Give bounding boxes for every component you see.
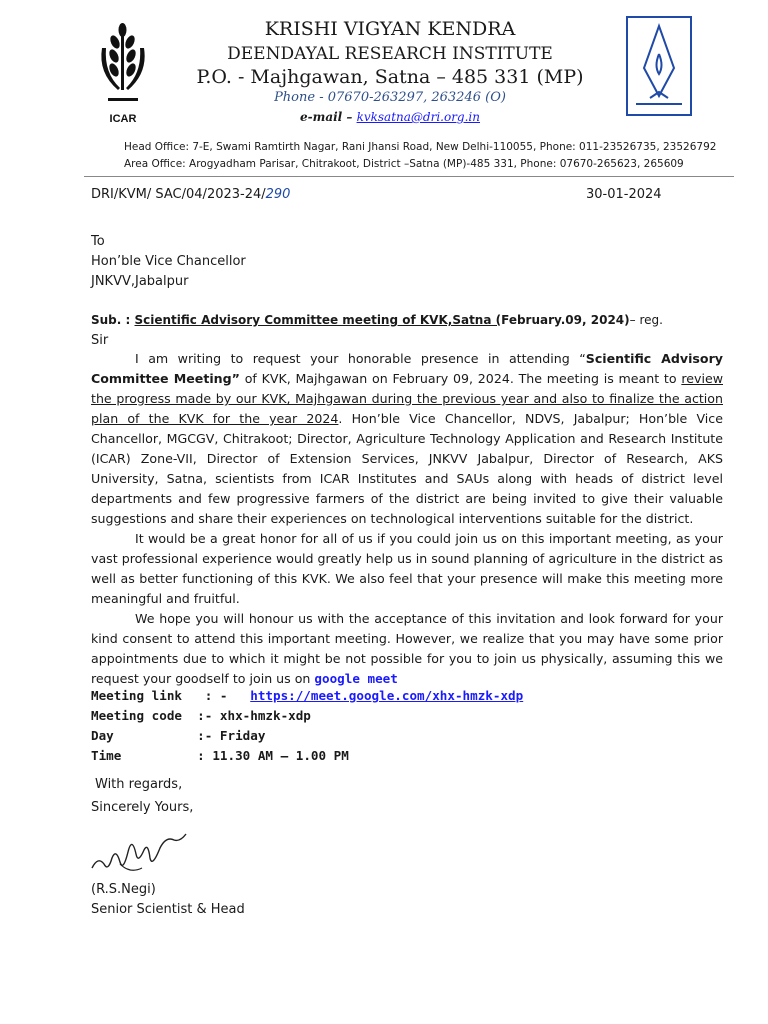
meeting-link-label: Meeting link : -: [91, 688, 251, 703]
closing-regards: With regards,: [95, 777, 183, 792]
p1-intro: I am writing to request your honorable presence in attending “: [135, 351, 586, 366]
meeting-code: xhx-hmzk-xdp: [219, 708, 311, 723]
letter-date: 30-01-2024: [586, 187, 662, 202]
subject-line: [91, 313, 663, 327]
icar-logo-text: ICAR: [109, 113, 137, 125]
p1-meeting-name: Scientific Advisory Committee Meeting”: [91, 351, 723, 386]
area-office: Area Office: Arogyadham Parisar, Chitrakoot, District –Satna (MP)-485 331, Phone: 07670-265623, 265609: [124, 158, 684, 170]
icar-logo: [84, 18, 164, 128]
reference-number: [91, 187, 290, 202]
org-name: KRISHI VIGYAN KENDRA: [264, 18, 516, 40]
meeting-day-row: [91, 728, 265, 743]
institute-name: DEENDAYAL RESEARCH INSTITUTE: [227, 44, 553, 64]
subject-date: February.09, 2024): [501, 313, 630, 327]
meeting-link[interactable]: https://meet.google.com/xhx-hmzk-xdp: [250, 688, 524, 703]
time-label: Time :: [91, 748, 213, 763]
salutation: Sir: [91, 333, 109, 348]
paragraph-2: [91, 529, 723, 609]
ref-number: 290: [265, 187, 291, 202]
signatory-name: (R.S.Negi): [91, 882, 156, 897]
ref-prefix: DRI/KVM/ SAC/04/2023-24/: [91, 187, 266, 202]
p2-text: It would be a great honor for all of us if you could join us on this important meeting, as your vast professional experience would greatly help us in sound planning of agriculture in the district as well as better functioning of this KVK. We also feel that your presence will make this meeting more meaningful and fruitful.: [91, 531, 723, 606]
paragraph-1: [91, 349, 723, 529]
meeting-time: 11.30 AM – 1.00 PM: [212, 748, 349, 763]
email-label: e-mail –: [300, 110, 357, 124]
email-link[interactable]: kvksatna@dri.org.in: [356, 110, 480, 124]
paragraph-3: [91, 609, 723, 689]
kvk-logo: [626, 16, 692, 116]
signatory-designation: Senior Scientist & Head: [91, 902, 245, 917]
org-phone: Phone - 07670-263297, 263246 (O): [274, 90, 506, 105]
letterhead-divider: [84, 176, 734, 177]
meeting-code-row: [91, 708, 311, 723]
recipient-title: Hon’ble Vice Chancellor: [91, 254, 246, 269]
meeting-day: Friday: [219, 728, 266, 743]
subject-tail: – reg.: [629, 313, 663, 327]
to-label: To: [91, 234, 105, 249]
subject-label: Sub. :: [91, 313, 135, 327]
p1-invitees: . Hon’ble Vice Chancellor, NDVS, Jabalpur; Hon’ble Vice Chancellor, MGCGV, Chitrakoot; Director, Agriculture Technology Application and Research Institute (ICAR) Zone-VII, Director of Extension Services, JNKVV Jabalpur, Director of Research, AKS University, Satna, scientists from ICAR Institutes and SAUs along with heads of district level departments and few progressive farmers of the district are being invited to give their valuable suggestions and share their experiences on technological interventions suitable for the district.: [91, 411, 723, 526]
meeting-time-row: [91, 748, 349, 763]
p1-purpose: review the progress made by our KVK, Majhgawan during the previous year and also to finalize the action plan of the KVK for the year 2024: [91, 371, 723, 426]
google-meet-label: google meet: [314, 671, 398, 686]
subject-text: Scientific Advisory Committee meeting of KVK,Satna (: [134, 313, 502, 327]
head-office: Head Office: 7-E, Swami Ramtirth Nagar, Rani Jhansi Road, New Delhi-110055, Phone: 011-23526735, 23526792: [124, 141, 717, 153]
signature: [90, 828, 190, 880]
meeting-code-label: Meeting code :-: [91, 708, 220, 723]
day-label: Day :-: [91, 728, 220, 743]
p3-text: We hope you will honour us with the acceptance of this invitation and look forward for your kind consent to attend this important meeting. However, we realize that you may have some prior appointments due to which it might be not possible for you to join us physically, assuming this we request your goodself to join us on: [91, 611, 723, 686]
p1-mid: of KVK, Majhgawan on February 09, 2024. The meeting is meant to: [239, 371, 682, 386]
meeting-link-row: [91, 688, 523, 703]
org-address: P.O. - Majhgawan, Satna – 485 331 (MP): [196, 66, 584, 88]
closing-sincerely: Sincerely Yours,: [91, 800, 194, 815]
org-email-line: [160, 110, 620, 124]
recipient-org: JNKVV,Jabalpur: [91, 274, 189, 289]
